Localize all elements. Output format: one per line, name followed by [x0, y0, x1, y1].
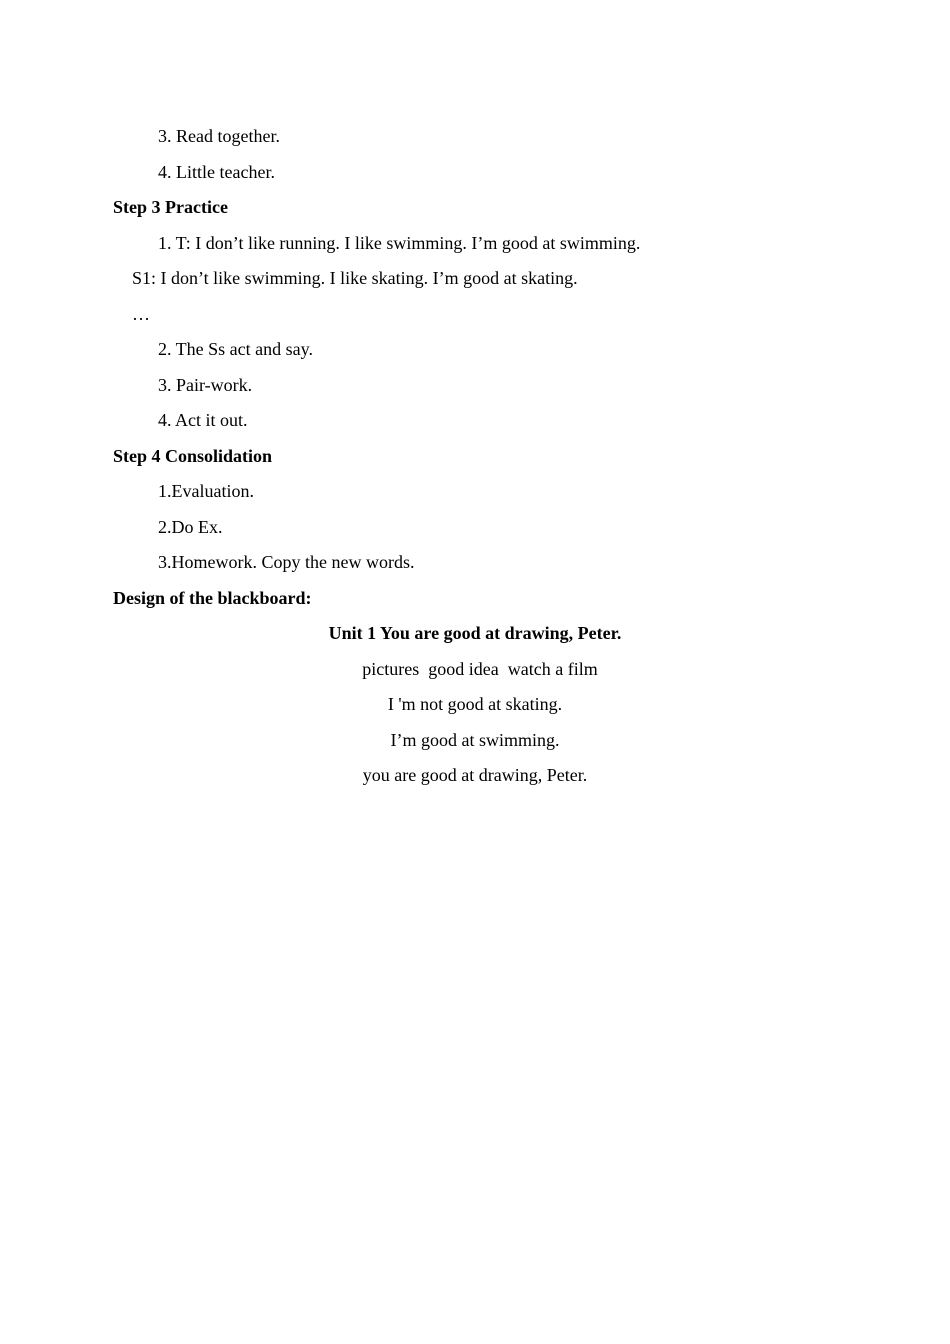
step4-item-3: 3.Homework. Copy the new words.: [158, 552, 415, 572]
step4-heading: Step 4 Consolidation: [113, 446, 273, 466]
blackboard-words: pictures good idea watch a film: [362, 659, 598, 679]
blackboard-line-2: I’m good at swimming.: [390, 730, 560, 750]
step4-item-2: 2.Do Ex.: [158, 517, 223, 537]
step3-item-2: 2. The Ss act and say.: [158, 339, 313, 359]
step3-ellipsis: …: [132, 304, 150, 324]
blackboard-heading: Design of the blackboard:: [113, 588, 312, 608]
step3-item-4: 4. Act it out.: [158, 410, 248, 430]
step3-item-1: 1. T: I don’t like running. I like swimming. I’m good at swimming.: [158, 233, 641, 253]
step3-item-3: 3. Pair-work.: [158, 375, 253, 395]
list-item-little-teacher: 4. Little teacher.: [158, 162, 275, 182]
blackboard-line-1: I 'm not good at skating.: [387, 694, 563, 714]
list-item-read-together: 3. Read together.: [158, 126, 280, 146]
step3-heading: Step 3 Practice: [113, 197, 228, 217]
blackboard-line-3: you are good at drawing, Peter.: [362, 765, 588, 785]
blackboard-title: Unit 1 You are good at drawing, Peter.: [328, 623, 622, 643]
step4-item-1: 1.Evaluation.: [158, 481, 254, 501]
step3-s1-line: S1: I don’t like swimming. I like skating. I’m good at skating.: [132, 268, 578, 288]
